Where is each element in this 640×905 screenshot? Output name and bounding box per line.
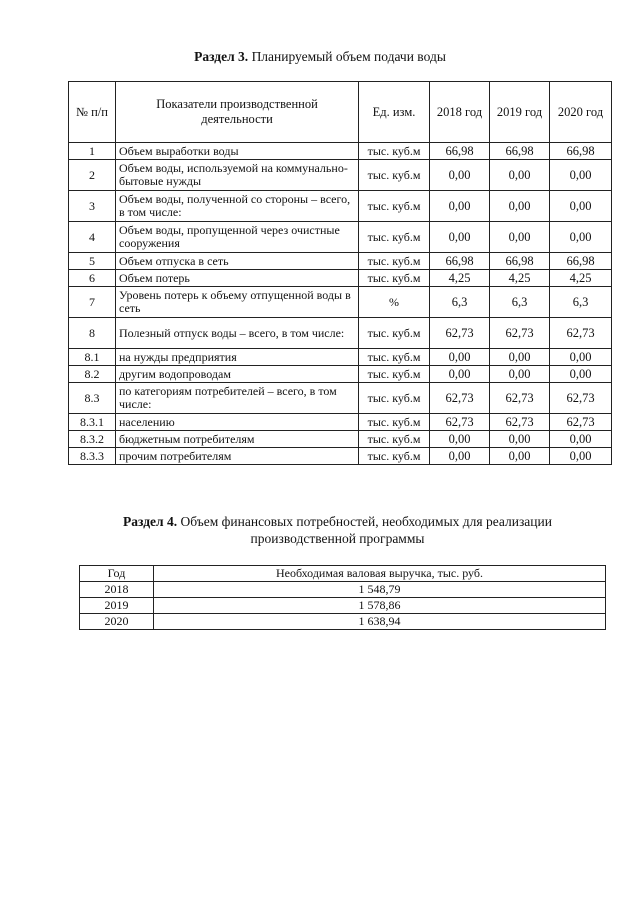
- row-indicator: бюджетным потребителям: [116, 431, 359, 448]
- table-row: [69, 318, 612, 349]
- row-revenue: 1 548,79: [154, 582, 606, 598]
- row-value-2019: 0,00: [490, 349, 550, 366]
- row-num: 8.3: [69, 383, 116, 414]
- row-value-2020: 0,00: [550, 431, 612, 448]
- row-value-2020: 62,73: [550, 318, 612, 349]
- row-year: 2020: [80, 614, 154, 630]
- table-row: [69, 349, 612, 366]
- section3-title: [0, 48, 640, 65]
- row-value-2020: 62,73: [550, 383, 612, 414]
- table-row: [80, 582, 606, 598]
- table-row: [69, 383, 612, 414]
- row-num: 3: [69, 191, 116, 222]
- row-unit: тыс. куб.м: [359, 414, 430, 431]
- row-num: 8.1: [69, 349, 116, 366]
- row-value-2019: 62,73: [490, 414, 550, 431]
- header-2019: 2019 год: [490, 82, 550, 143]
- row-value-2018: 0,00: [430, 191, 490, 222]
- row-num: 5: [69, 253, 116, 270]
- row-indicator: другим водопроводам: [116, 366, 359, 383]
- row-indicator: по категориям потребителей – всего, в том числе:: [116, 383, 359, 414]
- row-value-2018: 66,98: [430, 143, 490, 160]
- table-row: [69, 431, 612, 448]
- table-row: [69, 270, 612, 287]
- row-value-2019: 62,73: [490, 318, 550, 349]
- header-unit: Ед. изм.: [359, 82, 430, 143]
- row-unit: тыс. куб.м: [359, 431, 430, 448]
- row-unit: %: [359, 287, 430, 318]
- row-num: 2: [69, 160, 116, 191]
- row-value-2020: 0,00: [550, 366, 612, 383]
- financial-needs-table: [79, 565, 606, 630]
- header-revenue: Необходимая валовая выручка, тыс. руб.: [154, 566, 606, 582]
- row-value-2019: 62,73: [490, 383, 550, 414]
- row-value-2019: 66,98: [490, 253, 550, 270]
- row-num: 7: [69, 287, 116, 318]
- row-value-2020: 66,98: [550, 143, 612, 160]
- row-value-2019: 0,00: [490, 448, 550, 465]
- row-unit: тыс. куб.м: [359, 222, 430, 253]
- header-year: Год: [80, 566, 154, 582]
- row-value-2020: 66,98: [550, 253, 612, 270]
- section4-heading: Объем финансовых потребностей, необходимых для реализации производственной программы: [180, 514, 552, 546]
- row-indicator: населению: [116, 414, 359, 431]
- row-value-2020: 0,00: [550, 160, 612, 191]
- row-value-2020: 62,73: [550, 414, 612, 431]
- row-unit: тыс. куб.м: [359, 143, 430, 160]
- row-value-2019: 0,00: [490, 222, 550, 253]
- row-unit: тыс. куб.м: [359, 318, 430, 349]
- table-row: [69, 222, 612, 253]
- row-value-2019: 0,00: [490, 431, 550, 448]
- row-indicator: Полезный отпуск воды – всего, в том числе:: [116, 318, 359, 349]
- row-value-2019: 0,00: [490, 160, 550, 191]
- row-unit: тыс. куб.м: [359, 270, 430, 287]
- section3-heading: Планируемый объем подачи воды: [251, 49, 446, 64]
- table-header-row: [80, 566, 606, 582]
- row-value-2020: 0,00: [550, 222, 612, 253]
- row-value-2018: 0,00: [430, 160, 490, 191]
- table-row: [69, 160, 612, 191]
- row-num: 4: [69, 222, 116, 253]
- row-indicator: прочим потребителям: [116, 448, 359, 465]
- row-unit: тыс. куб.м: [359, 191, 430, 222]
- row-value-2018: 0,00: [430, 448, 490, 465]
- section4-title: [70, 513, 605, 547]
- row-value-2019: 4,25: [490, 270, 550, 287]
- row-indicator: Объем потерь: [116, 270, 359, 287]
- row-unit: тыс. куб.м: [359, 383, 430, 414]
- row-value-2018: 0,00: [430, 222, 490, 253]
- row-value-2020: 0,00: [550, 349, 612, 366]
- table-row: [80, 598, 606, 614]
- row-value-2019: 0,00: [490, 366, 550, 383]
- row-num: 8.3.2: [69, 431, 116, 448]
- row-unit: тыс. куб.м: [359, 253, 430, 270]
- row-value-2018: 6,3: [430, 287, 490, 318]
- row-value-2018: 0,00: [430, 349, 490, 366]
- row-unit: тыс. куб.м: [359, 349, 430, 366]
- header-2018: 2018 год: [430, 82, 490, 143]
- row-value-2018: 4,25: [430, 270, 490, 287]
- row-unit: тыс. куб.м: [359, 366, 430, 383]
- row-year: 2019: [80, 598, 154, 614]
- row-value-2018: 66,98: [430, 253, 490, 270]
- row-value-2018: 62,73: [430, 383, 490, 414]
- row-num: 6: [69, 270, 116, 287]
- row-value-2018: 0,00: [430, 431, 490, 448]
- table-row: [69, 143, 612, 160]
- row-revenue: 1 638,94: [154, 614, 606, 630]
- row-value-2020: 4,25: [550, 270, 612, 287]
- table-row: [80, 614, 606, 630]
- water-supply-table: [68, 81, 612, 465]
- row-num: 1: [69, 143, 116, 160]
- row-indicator: Объем воды, пропущенной через очистные сооружения: [116, 222, 359, 253]
- row-num: 8: [69, 318, 116, 349]
- row-revenue: 1 578,86: [154, 598, 606, 614]
- row-num: 8.3.1: [69, 414, 116, 431]
- row-value-2020: 6,3: [550, 287, 612, 318]
- row-indicator: Уровень потерь к объему отпущенной воды в сеть: [116, 287, 359, 318]
- row-indicator: Объем воды, полученной со стороны – всего, в том числе:: [116, 191, 359, 222]
- table-row: [69, 253, 612, 270]
- row-value-2018: 0,00: [430, 366, 490, 383]
- row-indicator: Объем воды, используемой на коммунально-бытовые нужды: [116, 160, 359, 191]
- row-value-2018: 62,73: [430, 414, 490, 431]
- section4-label: Раздел 4.: [123, 514, 178, 529]
- row-unit: тыс. куб.м: [359, 160, 430, 191]
- header-num: № п/п: [69, 82, 116, 143]
- row-indicator: Объем отпуска в сеть: [116, 253, 359, 270]
- row-num: 8.3.3: [69, 448, 116, 465]
- table-row: [69, 287, 612, 318]
- row-year: 2018: [80, 582, 154, 598]
- table-row: [69, 448, 612, 465]
- row-value-2019: 66,98: [490, 143, 550, 160]
- section3-label: Раздел 3.: [194, 49, 249, 64]
- row-indicator: Объем выработки воды: [116, 143, 359, 160]
- row-value-2019: 0,00: [490, 191, 550, 222]
- row-num: 8.2: [69, 366, 116, 383]
- row-value-2018: 62,73: [430, 318, 490, 349]
- table-header-row: [69, 82, 612, 143]
- row-unit: тыс. куб.м: [359, 448, 430, 465]
- header-indicator: Показатели производственной деятельности: [116, 82, 359, 143]
- row-indicator: на нужды предприятия: [116, 349, 359, 366]
- table-row: [69, 414, 612, 431]
- header-2020: 2020 год: [550, 82, 612, 143]
- table-row: [69, 191, 612, 222]
- table-row: [69, 366, 612, 383]
- row-value-2020: 0,00: [550, 191, 612, 222]
- row-value-2019: 6,3: [490, 287, 550, 318]
- row-value-2020: 0,00: [550, 448, 612, 465]
